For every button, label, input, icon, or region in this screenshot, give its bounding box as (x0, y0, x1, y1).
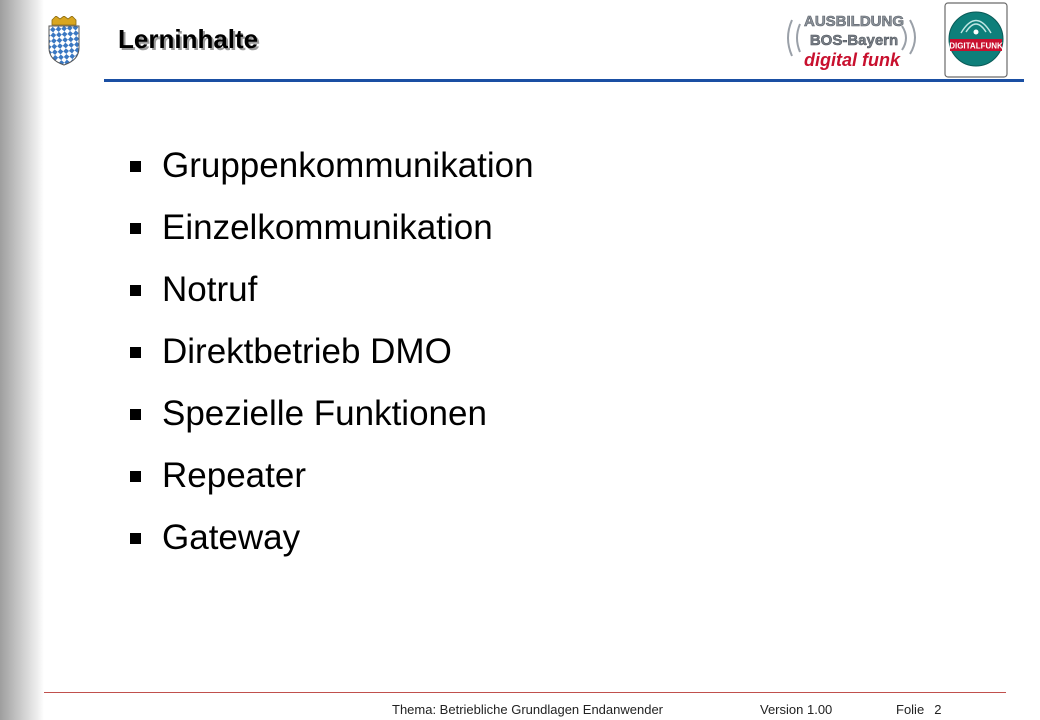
badge-text-digitalfunk: DIGITALFUNK (949, 41, 1003, 51)
footer-version: Version 1.00 (760, 702, 833, 717)
square-bullet-icon (130, 347, 141, 358)
list-item (128, 445, 534, 507)
bullet-text: Spezielle Funktionen (162, 394, 487, 433)
square-bullet-icon (130, 285, 141, 296)
logo-text-ausbildung: AUSBILDUNG (804, 13, 904, 30)
slide-title: Lerninhalte (118, 24, 259, 54)
square-bullet-icon (130, 409, 141, 420)
bullet-text: Repeater (162, 456, 306, 495)
list-item (128, 197, 534, 259)
bullet-text: Gateway (162, 518, 301, 557)
list-item (128, 135, 534, 197)
square-bullet-icon (130, 161, 141, 172)
list-item (128, 507, 534, 569)
side-gradient-bar (0, 0, 44, 720)
logo-text-bos-bayern: BOS-Bayern (809, 32, 899, 49)
logo-text-digital-funk: digital funk (804, 50, 900, 70)
footer-slide-number (896, 702, 941, 717)
list-item (128, 321, 534, 383)
bavarian-crest-icon (46, 16, 82, 66)
title-divider (104, 79, 1024, 82)
slide-number-value: 2 (934, 702, 942, 717)
ausbildung-bos-bayern-logo (778, 4, 928, 76)
bullet-text: Direktbetrieb DMO (162, 332, 452, 371)
footer-divider (44, 692, 1006, 693)
list-item (128, 259, 534, 321)
content-bullet-list (128, 135, 534, 569)
bullet-text: Gruppenkommunikation (162, 146, 534, 185)
slide-number-label: Folie (896, 702, 925, 717)
square-bullet-icon (130, 223, 141, 234)
bullet-text: Einzelkommunikation (162, 208, 493, 247)
bullet-text: Notruf (162, 270, 258, 309)
square-bullet-icon (130, 533, 141, 544)
footer-topic: Thema: Betriebliche Grundlagen Endanwender (392, 702, 664, 717)
square-bullet-icon (130, 471, 141, 482)
list-item (128, 383, 534, 445)
digitalfunk-badge-logo (944, 2, 1008, 78)
